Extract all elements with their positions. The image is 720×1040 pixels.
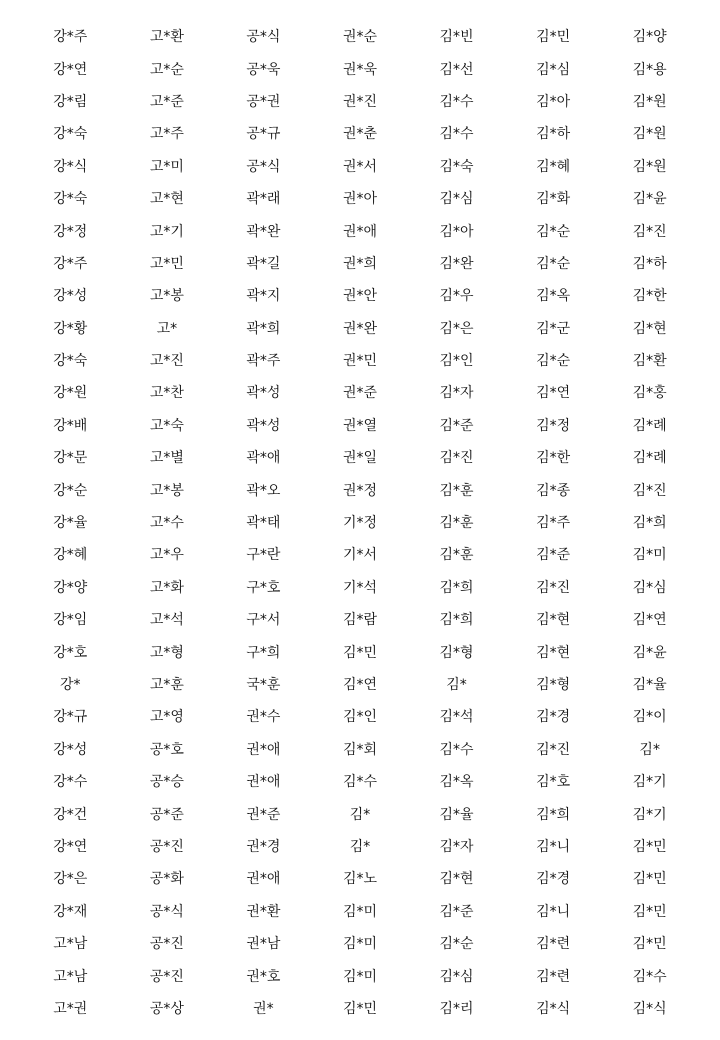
table-row <box>22 701 698 733</box>
name-cell: 강*문 <box>53 450 88 467</box>
name-cell: 김* <box>349 806 371 823</box>
name-cell: 공*식 <box>149 903 184 920</box>
name-cell: 김*종 <box>536 482 571 499</box>
name-cell: 강*연 <box>53 838 88 855</box>
name-cell: 권*열 <box>342 417 377 434</box>
name-cell: 강*건 <box>53 806 88 823</box>
name-cell: 구*란 <box>246 547 281 564</box>
name-cell: 공*진 <box>149 936 184 953</box>
name-cell: 강*림 <box>53 93 88 110</box>
name-cell: 김*민 <box>632 871 667 888</box>
name-cell: 김*훈 <box>439 547 474 564</box>
name-cell: 김*원 <box>632 126 667 143</box>
name-cell: 김*련 <box>536 936 571 953</box>
name-cell: 강*숙 <box>53 353 88 370</box>
name-cell: 김*화 <box>536 191 571 208</box>
name-cell: 김*민 <box>536 29 571 46</box>
name-cell: 고*현 <box>149 191 184 208</box>
name-cell: 강*순 <box>53 482 88 499</box>
name-cell: 고*석 <box>149 612 184 629</box>
name-cell: 김*진 <box>632 223 667 240</box>
name-cell: 고*민 <box>149 255 184 272</box>
name-cell: 김*진 <box>536 741 571 758</box>
name-cell: 기*정 <box>342 515 377 532</box>
name-cell: 김*군 <box>536 320 571 337</box>
name-cell: 구*서 <box>246 612 281 629</box>
name-cell: 김*람 <box>342 612 377 629</box>
table-row <box>22 669 698 701</box>
table-row <box>22 248 698 280</box>
name-cell: 김*원 <box>632 158 667 175</box>
table-row <box>22 53 698 85</box>
name-cell: 김*숙 <box>439 158 474 175</box>
table-row <box>22 798 698 830</box>
name-cell: 김* <box>639 741 660 758</box>
name-cell: 김*수 <box>439 741 474 758</box>
name-cell: 김*민 <box>342 644 377 661</box>
name-cell: 강*주 <box>53 29 88 46</box>
name-cell: 김*진 <box>632 482 667 499</box>
name-cell: 김*현 <box>536 612 571 629</box>
name-cell: 강*성 <box>53 288 88 305</box>
table-row <box>22 183 698 215</box>
name-cell: 김*기 <box>632 806 667 823</box>
name-cell: 권*애 <box>246 774 281 791</box>
name-cell: 김*진 <box>439 450 474 467</box>
name-cell: 김*윤 <box>632 191 667 208</box>
name-cell: 김*미 <box>342 936 377 953</box>
name-list-table <box>22 21 698 1025</box>
name-cell: 구*희 <box>246 644 281 661</box>
name-cell: 김*율 <box>632 677 667 693</box>
name-cell: 김*용 <box>632 61 667 78</box>
name-cell: 김*한 <box>536 450 571 467</box>
name-cell: 김*옥 <box>439 774 474 791</box>
name-cell: 김*식 <box>536 1000 571 1017</box>
name-list-body <box>22 21 698 1025</box>
name-cell: 고*남 <box>53 968 88 985</box>
name-cell: 강*수 <box>53 774 88 791</box>
name-cell: 공*상 <box>149 1000 184 1017</box>
name-cell: 김*심 <box>632 579 667 596</box>
table-row <box>22 928 698 960</box>
name-cell: 김*정 <box>536 417 571 434</box>
name-cell: 김*노 <box>342 871 377 888</box>
name-cell: 공*식 <box>246 29 281 46</box>
name-cell: 김*훈 <box>439 515 474 532</box>
table-row <box>22 896 698 928</box>
name-cell: 김*회 <box>342 741 377 758</box>
name-cell: 김*례 <box>632 417 667 434</box>
name-cell: 강*원 <box>53 385 88 402</box>
name-cell: 공*준 <box>149 806 184 823</box>
name-cell: 공*화 <box>149 871 184 888</box>
name-cell: 고*남 <box>53 936 88 953</box>
name-cell: 김*수 <box>342 774 377 791</box>
name-cell: 권*안 <box>342 288 377 305</box>
name-cell: 김*옥 <box>536 288 571 305</box>
name-cell: 김*홍 <box>632 385 667 402</box>
name-cell: 김* <box>349 838 371 855</box>
name-cell: 김*니 <box>536 838 571 855</box>
name-cell: 강*율 <box>53 515 88 532</box>
name-cell: 김*경 <box>536 709 571 726</box>
name-cell: 강*황 <box>53 320 88 337</box>
table-row <box>22 442 698 474</box>
name-cell: 고*주 <box>149 126 184 143</box>
name-cell: 권*정 <box>342 482 377 499</box>
name-cell: 곽*성 <box>246 417 281 434</box>
table-row <box>22 604 698 636</box>
name-cell: 권*아 <box>342 191 377 208</box>
name-cell: 김*형 <box>439 644 474 661</box>
name-cell: 김*경 <box>536 871 571 888</box>
name-cell: 강*배 <box>53 417 88 434</box>
table-row <box>22 313 698 345</box>
name-cell: 권*호 <box>246 968 281 985</box>
name-cell: 강*양 <box>53 579 88 596</box>
name-cell: 고*순 <box>149 61 184 78</box>
name-cell: 권*희 <box>342 255 377 272</box>
name-cell: 고*형 <box>149 644 184 661</box>
name-cell: 강*성 <box>53 741 88 758</box>
name-cell: 고*훈 <box>149 677 184 693</box>
name-cell: 공*진 <box>149 838 184 855</box>
name-cell: 권*일 <box>342 450 377 467</box>
name-cell: 김*자 <box>439 385 474 402</box>
table-row <box>22 410 698 442</box>
name-cell: 김*연 <box>536 385 571 402</box>
table-row <box>22 377 698 409</box>
name-cell: 김*호 <box>536 774 571 791</box>
name-cell: 김*희 <box>439 612 474 629</box>
name-cell: 김*훈 <box>439 482 474 499</box>
name-cell: 공*권 <box>246 93 281 110</box>
name-cell: 강*재 <box>53 903 88 920</box>
name-cell: 김*원 <box>632 93 667 110</box>
table-row <box>22 345 698 377</box>
name-cell: 곽*주 <box>246 353 281 370</box>
name-cell: 권*경 <box>246 838 281 855</box>
name-cell: 김*식 <box>632 1000 667 1017</box>
name-cell: 김*아 <box>439 223 474 240</box>
name-cell: 곽*오 <box>246 482 281 499</box>
name-cell: 강*임 <box>53 612 88 629</box>
name-cell: 김*하 <box>632 255 667 272</box>
name-cell: 강*은 <box>53 871 88 888</box>
name-cell: 고*숙 <box>149 417 184 434</box>
name-cell: 김*양 <box>632 29 667 46</box>
name-cell: 고*찬 <box>149 385 184 402</box>
name-cell: 곽*성 <box>246 385 281 402</box>
name-cell: 김*수 <box>439 126 474 143</box>
name-cell: 김*석 <box>439 709 474 726</box>
table-row <box>22 572 698 604</box>
name-cell: 김*순 <box>536 255 571 272</box>
name-cell: 곽*희 <box>246 320 281 337</box>
name-cell: 고*우 <box>149 547 184 564</box>
name-cell: 권*남 <box>246 936 281 953</box>
name-cell: 곽*태 <box>246 515 281 532</box>
name-cell: 곽*완 <box>246 223 281 240</box>
name-cell: 김*심 <box>536 61 571 78</box>
name-cell: 권* <box>253 1000 274 1017</box>
name-cell: 강*호 <box>53 644 88 661</box>
name-cell: 김*순 <box>439 936 474 953</box>
name-cell: 강*정 <box>53 223 88 240</box>
name-cell: 공*호 <box>149 741 184 758</box>
name-cell: 김*례 <box>632 450 667 467</box>
name-cell: 강* <box>60 677 81 693</box>
name-cell: 권*욱 <box>342 61 377 78</box>
name-cell: 김*은 <box>439 320 474 337</box>
name-cell: 김*연 <box>632 612 667 629</box>
name-cell: 강*연 <box>53 61 88 78</box>
name-cell: 고*기 <box>149 223 184 240</box>
name-cell: 고*진 <box>149 353 184 370</box>
name-cell: 김*심 <box>439 191 474 208</box>
name-cell: 권*애 <box>246 741 281 758</box>
name-cell: 기*석 <box>342 579 377 596</box>
name-cell: 김*민 <box>632 838 667 855</box>
name-cell: 강*주 <box>53 255 88 272</box>
name-cell: 권*수 <box>246 709 281 726</box>
name-cell: 권*환 <box>246 903 281 920</box>
name-cell: 김*혜 <box>536 158 571 175</box>
table-row <box>22 474 698 506</box>
name-cell: 국*훈 <box>246 677 281 693</box>
name-cell: 구*호 <box>246 579 281 596</box>
name-cell: 권*준 <box>246 806 281 823</box>
table-row <box>22 215 698 247</box>
name-cell: 김*순 <box>536 353 571 370</box>
name-cell: 김*이 <box>632 709 667 726</box>
table-row <box>22 734 698 766</box>
name-cell: 고*별 <box>149 450 184 467</box>
name-cell: 김*기 <box>632 774 667 791</box>
name-cell: 김*하 <box>536 126 571 143</box>
name-cell: 권*민 <box>342 353 377 370</box>
name-cell: 김*순 <box>536 223 571 240</box>
name-cell: 김*진 <box>536 579 571 596</box>
name-cell: 고*영 <box>149 709 184 726</box>
name-cell: 김*환 <box>632 353 667 370</box>
name-cell: 김*아 <box>536 93 571 110</box>
name-cell: 김*미 <box>342 903 377 920</box>
name-cell: 김*현 <box>536 644 571 661</box>
name-cell: 공*욱 <box>246 61 281 78</box>
name-cell: 김*수 <box>439 93 474 110</box>
table-row <box>22 118 698 150</box>
name-cell: 김*현 <box>632 320 667 337</box>
name-cell: 고* <box>156 320 178 337</box>
name-cell: 김*희 <box>439 579 474 596</box>
name-cell: 공*식 <box>246 158 281 175</box>
name-cell: 권*완 <box>342 320 377 337</box>
name-cell: 김*완 <box>439 255 474 272</box>
name-cell: 공*승 <box>149 774 184 791</box>
name-cell: 권*춘 <box>342 126 377 143</box>
name-cell: 강*숙 <box>53 191 88 208</box>
name-cell: 강*규 <box>53 709 88 726</box>
name-cell: 김*자 <box>439 838 474 855</box>
table-row <box>22 831 698 863</box>
name-cell: 강*식 <box>53 158 88 175</box>
name-cell: 김*빈 <box>439 29 474 46</box>
name-cell: 공*진 <box>149 968 184 985</box>
table-row <box>22 86 698 118</box>
name-cell: 권*진 <box>342 93 377 110</box>
name-cell: 김*준 <box>439 903 474 920</box>
name-cell: 김*리 <box>439 1000 474 1017</box>
name-cell: 김*형 <box>536 677 571 693</box>
name-cell: 고*준 <box>149 93 184 110</box>
name-cell: 김*민 <box>342 1000 377 1017</box>
name-cell: 권*애 <box>342 223 377 240</box>
table-row <box>22 539 698 571</box>
name-cell: 김*선 <box>439 61 474 78</box>
name-cell: 김*수 <box>632 968 667 985</box>
name-cell: 곽*애 <box>246 450 281 467</box>
name-cell: 김*주 <box>536 515 571 532</box>
name-cell: 김*인 <box>342 709 377 726</box>
name-cell: 곽*래 <box>246 191 281 208</box>
name-cell: 김* <box>446 677 467 693</box>
name-cell: 김*희 <box>536 806 571 823</box>
name-cell: 김*민 <box>632 936 667 953</box>
table-row <box>22 766 698 798</box>
table-row <box>22 507 698 539</box>
table-row <box>22 863 698 895</box>
name-cell: 강*숙 <box>53 126 88 143</box>
name-cell: 김*우 <box>439 288 474 305</box>
name-cell: 공*규 <box>246 126 281 143</box>
name-cell: 고*환 <box>149 29 184 46</box>
table-row <box>22 993 698 1025</box>
name-cell: 권*서 <box>342 158 377 175</box>
name-cell: 김*준 <box>439 417 474 434</box>
table-row <box>22 636 698 668</box>
name-cell: 김*윤 <box>632 644 667 661</box>
name-cell: 고*권 <box>53 1000 88 1017</box>
table-row <box>22 960 698 992</box>
name-cell: 고*미 <box>149 158 184 175</box>
name-cell: 김*인 <box>439 353 474 370</box>
name-cell: 김*련 <box>536 968 571 985</box>
name-cell: 김*준 <box>536 547 571 564</box>
name-cell: 권*준 <box>342 385 377 402</box>
name-cell: 기*서 <box>342 547 377 564</box>
name-cell: 고*화 <box>149 579 184 596</box>
name-cell: 김*미 <box>632 547 667 564</box>
table-row <box>22 280 698 312</box>
name-cell: 권*애 <box>246 871 281 888</box>
name-cell: 김*희 <box>632 515 667 532</box>
name-cell: 강*혜 <box>53 547 88 564</box>
name-cell: 곽*길 <box>246 255 281 272</box>
name-cell: 고*봉 <box>149 288 184 305</box>
name-cell: 김*민 <box>632 903 667 920</box>
name-cell: 김*심 <box>439 968 474 985</box>
name-cell: 김*니 <box>536 903 571 920</box>
name-cell: 김*현 <box>439 871 474 888</box>
name-cell: 고*봉 <box>149 482 184 499</box>
name-cell: 곽*지 <box>246 288 281 305</box>
name-cell: 김*연 <box>342 677 377 693</box>
name-cell: 김*한 <box>632 288 667 305</box>
table-row <box>22 21 698 53</box>
name-cell: 고*수 <box>149 515 184 532</box>
name-cell: 권*순 <box>342 29 377 46</box>
name-cell: 김*미 <box>342 968 377 985</box>
name-cell: 김*율 <box>439 806 474 823</box>
table-row <box>22 151 698 183</box>
